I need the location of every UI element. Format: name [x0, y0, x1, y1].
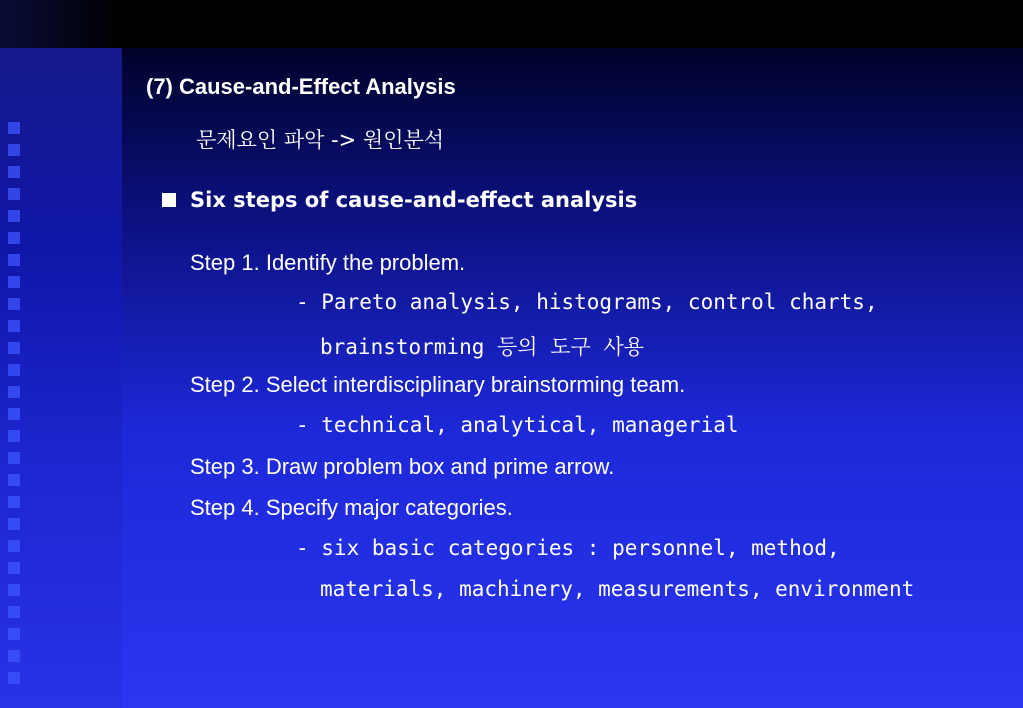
slide-title: (7) Cause-and-Effect Analysis: [146, 74, 456, 99]
step-4-detail-1: - six basic categories : personnel, method,: [296, 536, 840, 560]
slide-subtitle: 문제요인 파악 -> 원인분석: [196, 128, 445, 152]
step-1-detail-2: brainstorming 등의 도구 사용: [320, 335, 645, 359]
square-bullet-icon: [162, 193, 176, 207]
step-4-detail-2: materials, machinery, measurements, environment: [320, 577, 915, 601]
section-heading: Six steps of cause-and-effect analysis: [190, 188, 638, 212]
step-1-detail-1: - Pareto analysis, histograms, control charts,: [296, 290, 878, 314]
step-2-label: Step 2. Select interdisciplinary brainstorming team.: [190, 372, 686, 397]
step-3-label: Step 3. Draw problem box and prime arrow.: [190, 454, 615, 479]
section-heading-row: [162, 188, 637, 212]
step-4-label: Step 4. Specify major categories.: [190, 495, 513, 520]
step-2-detail-1: - technical, analytical, managerial: [296, 413, 739, 437]
step-1-label: Step 1. Identify the problem.: [190, 250, 466, 275]
